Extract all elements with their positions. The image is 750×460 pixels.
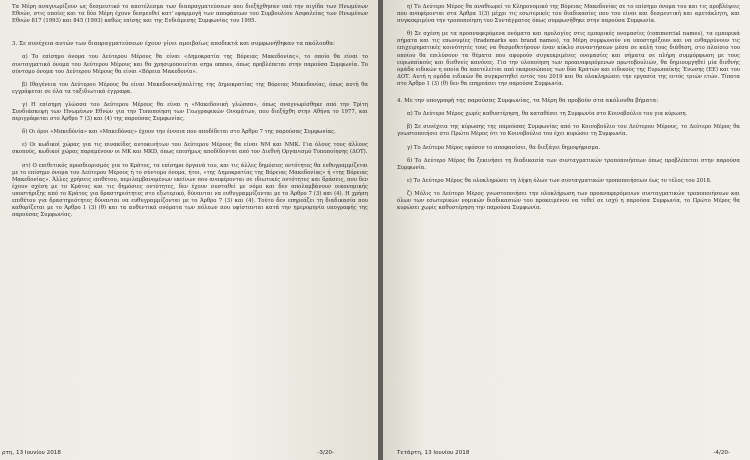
item-f: στ) Ο επιθετικός προσδιορισμός για το Κράτος, τα επίσημα όργανά του, και τις άλλες δημόσιες οντότητες θα ευθυγραμμίζεται με το επίσημο όνομα του Δεύτερου Μέρους ή το σύντομο όνομα, ήτοι, «της Δημοκρατίας της Βόρειας Μακεδονίας» ή «της Βόρειας Μακεδονίας». Άλλες χρήσεις επιθέτου, περιλαμβανομένων εκείνων που αναφέρονται σε ιδιωτικές οντότητες και δράσεις, που δεν έχουν σχέση με το Κράτος και τις δημόσιες οντότητες, δεν έχουν συσταθεί με νόμο και δεν απολαμβάνουν οικονομικής υποστήριξης από το Κράτος για δραστηριότητες στο εξωτερικό, δύνανται να ευθυγραμμίζονται με το Άρθρο 7 (3) και (4). Η χρήση επιθέτου για δραστηριότητες δύνανται να ευθυγραμμίζονται με το Άρθρο 7 (3) και (4). Τούτο δεν επηρεάζει τη διαδικασία που καθορίζεται με το Άρθρο 1 (3) (θ) και τα αυθεντικά ονόματα των πόλεων που υφίστανται κατά την ημερομηνία υπογραφής της παρούσας Συμφωνίας. <box>12 162 368 219</box>
right-footer-date: Τετάρτη, 13 Ιουνίου 2018 <box>397 450 470 456</box>
item-h: η) Το Δεύτερο Μέρος θα αναθεωρεί το Κληρονομικό της Βόρειας Μακεδονίας σε το επίσημο όνομα του και τις προβλέψεις που αναφέρονται στα Άρθρα 1(3) μέχρι τις εσωτερικές του διαδικασίες που του είναι και δεσμευτική και αμετάκλητη, και συγκεκριμένα την τροποποίηση του Συντάγματος όπως συμφωνήθηκε στην παρούσα Συμφωνία. <box>397 4 740 25</box>
item-d: δ) Οι όροι «Μακεδόνία» και «Μακεδόνας» έχουν την έννοια που αποδίδεται στο Άρθρο 7 της παρούσας Συμφωνίας. <box>22 129 336 136</box>
section-4-heading: 4. Με την υπογραφή της παρούσας Συμφωνίας, τα Μέρη θα προβούν στα ακόλουθα βήματα: <box>397 98 659 105</box>
left-page-number: -3/20- <box>317 450 334 456</box>
step-e: ε) Το Δεύτερο Μέρος θα ολοκληρώσει τη λήψη όλων των συνταγματικών τροποποιήσεων έως το τέλος του 2018. <box>407 177 712 184</box>
item-e: ε) Οι κωδικοί χώρας για τις πινακίδες αυτοκινήτων του Δεύτερου Μέρους θα είναι NM και NMK. Για όλους τους άλλους σκοπούς, κωδικοί χώρας παραμένουν οι MK και MKD, όπως επισήμως αποδίδονται από τον Διεθνή Οργανισμό Τυποποίησης (ΔΟΤ). <box>12 142 368 156</box>
intro-paragraph: Τα Μέρη αναγνωρίζουν ως δεσμευτικό το αποτέλεσμα των διαπραγματεύσεων που διεξήχθησαν υπό την αιγίδα των Ηνωμένων Εθνών, στις οποίες και τα δύο Μέρη έχουν δεσμευθεί κατ' εφαρμογή των αποφάσεων του Συμβουλίου Ασφαλείας των Ηνωμένων Εθνών 817 (1993) και 845 (1993) καθώς επίσης και της Ενδιάμεσης Συμφωνίας του 1995. <box>12 4 368 25</box>
item-a: α) Το επίσημο όνομα του Δεύτερου Μέρους θα είναι «Δημοκρατία της Βόρειας Μακεδονίας», το οποίο θα είναι το συνταγματικό όνομα του Δεύτερου Μέρους και θα χρησιμοποιείται erga omnes, όπως προβλέπεται στην παρούσα Συμφωνία. Το σύντομο όνομα του Δεύτερου Μέρους θα είναι «Βόρεια Μακεδονία». <box>12 54 368 75</box>
step-c: γ) Το Δεύτερο Μέρος εφόσον το αποφασίσει, θα διεξάγει δημοψήφισμα. <box>407 144 601 151</box>
page-right <box>383 0 750 460</box>
step-b: β) Σε συνέχεια της κύρωσης της παρούσας Συμφωνίας από το Κοινοβούλιο του Δεύτερου Μέρους, το Δεύτερο Μέρος θα γνωστοποιήσει στο Πρώτο Μέρος ότι το Κοινοβούλιο του έχει κυρώσει τη Συμφωνία. <box>397 124 740 138</box>
item-i: θ) Σε σχέση με τα προαναφερόμενα ονόματα και προλογίες στις εμπορικές ονομασίες (commercial names), τα εμπορικά σήματα και τις επωνυμίες (trademarks και brand names), τα Μέρη συμφωνούν να υποστηρίξουν και να ενθαρρύνουν τις επιχειρηματικές κοινότητές τους να θεσμοθετήσουν έναν κύκλο συναντήσεων μέσα σε καλή τους διάθεση, στο πλαίσιο του οποίου θα επιλύσουν τα θέματα που αφορούν συγκεκριμένες ονομασίες και σήματα σε πλήρη συμμόρφωση με τους ευρωπαϊκούς και διεθνείς κανόνες. Για την υλοποίηση των προαναφερόμενων πρωτοβουλιών, θα δημιουργηθεί μία διεθνής ομάδα ειδικών η οποία θα αποτελείται από εκπροσώπους των δύο Κρατών και ειδικούς της Ευρωπαϊκής Ένωσης (ΕΕ) και του ΔΟΤ. Αυτή η ομάδα ειδικών θα συγκροτηθεί εντός του 2019 και θα ολοκληρώσει την εργασία της εντός τριών ετών. Τίποτα στο Άρθρο 1 (3) (θ) δεν θα επηρεάσει την παρούσα Συμφωνία. <box>397 31 740 87</box>
left-footer-date: ρτη, 13 Ιουνίου 2018 <box>2 450 61 456</box>
step-d: δ) Το Δεύτερο Μέρος θα ξεκινήσει τη διαδικασία των συνταγματικών τροποποιήσεων όπως προβλέπεται στην παρούσα Συμφωνία. <box>397 157 740 171</box>
item-b: β) Ιθαγένεια του Δεύτερου Μέρους θα είναι Μακεδονική/πολίτης της Δημοκρατίας της Βόρειας Μακεδονίας, όπως αυτή θα εγγράφεται σε όλα τα ταξιδιωτικά έγγραφα. <box>12 81 368 95</box>
step-f: ζ) Μόλις το Δεύτερο Μέρος γνωστοποιήσει την ολοκλήρωση των προαναφερόμενων συνταγματικών τροποποιήσεων και όλων των εσωτερικών νομικών διαδικασιών του προκειμένου να τεθεί σε ισχύ η παρούσα Συμφωνία, το Πρώτο Μέρος θα κυρώσει χωρίς καθυστέρηση την παρούσα Συμφωνία. <box>397 190 740 212</box>
item-c: γ) Η επίσημη γλώσσα του Δεύτερου Μέρους θα είναι η «Μακεδονική γλώσσα», όπως αναγνωρίσθηκε από την Τρίτη Συνδιάσκεψη των Ηνωμένων Εθνών για την Τυποποίηση των Γεωγραφικών Ονομάτων, που διεξήχθη στην Αθήνα το 1977, και περιγράφεται στο Άρθρο 7 (3) και (4) της παρούσας Συμφωνίας. <box>12 101 368 123</box>
right-page-number: -4/20- <box>713 450 730 456</box>
section-3-heading: 3. Σε συνέχεια αυτών των διαπραγματεύσεων έχουν γίνει αμοιβαίως αποδεκτά και συμφωνήθηκαν τα ακόλουθα: <box>12 41 335 48</box>
step-a: α) Το Δεύτερο Μέρος χωρίς καθυστέρηση, θα καταθέσει τη Συμφωνία στο Κοινοβούλιο του για κύρωση. <box>407 111 688 118</box>
